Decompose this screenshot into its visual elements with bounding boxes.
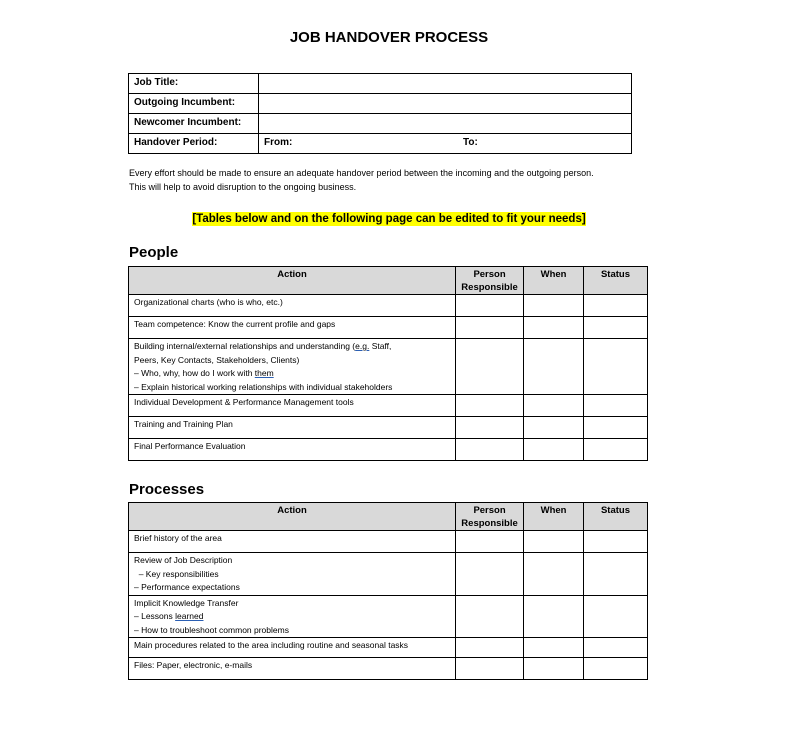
page-title: JOB HANDOVER PROCESS [289,29,489,46]
action-text: – Lessons learned [134,611,204,621]
action-text: Peers, Key Contacts, Stakeholders, Clients) [134,354,300,365]
action-text: Main procedures related to the area including routine and seasonal tasks [134,640,409,650]
table-row [129,658,648,680]
person-responsible-cell[interactable] [456,531,524,553]
intro-line: Every effort should be made to ensure an adequate handover period between the incoming and the outgoing person. [129,168,594,178]
action-cell[interactable] [129,531,456,553]
action-cell[interactable] [129,638,456,658]
when-header: When [524,503,584,531]
people-table [128,266,648,461]
when-cell[interactable] [524,658,584,680]
outgoing-incumbent-label: Outgoing Incumbent: [129,94,259,114]
action-text: Organizational charts (who is who, etc.) [134,297,283,307]
table-row [129,638,648,658]
action-cell[interactable] [129,658,456,680]
when-cell[interactable] [524,317,584,339]
status-cell[interactable] [584,295,648,317]
person-responsible-cell[interactable] [456,595,524,638]
when-cell[interactable] [524,295,584,317]
person-responsible-cell[interactable] [456,395,524,417]
status-cell[interactable] [584,638,648,658]
when-cell[interactable] [524,531,584,553]
action-text: Training and Training Plan [134,419,233,429]
status-header: Status [584,267,648,295]
status-cell[interactable] [584,339,648,395]
table-row [129,439,648,461]
person-responsible-cell[interactable] [456,317,524,339]
action-text: Building internal/external relationships and understanding (e.g. Staff, [134,341,392,351]
when-cell[interactable] [524,439,584,461]
person-responsible-cell[interactable] [456,658,524,680]
status-header: Status [584,503,648,531]
when-cell[interactable] [524,553,584,596]
when-header: When [524,267,584,295]
action-text: – How to troubleshoot common problems [134,624,289,635]
newcomer-incumbent-field[interactable] [259,114,632,134]
handover-info-table [128,73,632,154]
action-text: – Key responsibilities [134,568,219,579]
action-cell[interactable] [129,395,456,417]
action-text: Brief history of the area [134,533,222,543]
processes-heading: Processes [129,481,205,498]
table-row [129,339,648,395]
status-cell[interactable] [584,553,648,596]
action-text: Final Performance Evaluation [134,441,246,451]
intro-line: This will help to avoid disruption to the ongoing business. [129,181,357,192]
person-responsible-cell[interactable] [456,295,524,317]
table-row [129,417,648,439]
table-row [129,553,648,596]
action-header: Action [129,503,456,531]
table-row [129,295,648,317]
handover-period-field[interactable] [259,134,632,154]
action-text: Team competence: Know the current profile and gaps [134,319,336,329]
action-text: – Who, why, how do I work with them [134,368,274,378]
when-cell[interactable] [524,595,584,638]
status-cell[interactable] [584,658,648,680]
when-cell[interactable] [524,638,584,658]
status-cell[interactable] [584,439,648,461]
action-cell[interactable] [129,553,456,596]
from-label: From: [264,137,293,148]
table-row [129,317,648,339]
action-cell[interactable] [129,295,456,317]
action-cell[interactable] [129,417,456,439]
action-text: Individual Development & Performance Management tools [134,397,354,407]
action-text: Files: Paper, electronic, e-mails [134,660,253,670]
editable-note-text: [Tables below and on the following page can be edited to fit your needs] [192,213,586,225]
action-text: – Explain historical working relationships with individual stakeholders [134,381,393,392]
status-cell[interactable] [584,395,648,417]
action-text: – Performance expectations [134,582,240,592]
status-cell[interactable] [584,595,648,638]
person-responsible-cell[interactable] [456,417,524,439]
intro-text [129,167,669,194]
person-responsible-cell[interactable] [456,553,524,596]
editable-note [0,209,778,227]
action-cell[interactable] [129,339,456,395]
action-text: Review of Job Description [134,555,233,565]
action-header: Action [129,267,456,295]
job-title-field[interactable] [259,74,632,94]
person-responsible-cell[interactable] [456,339,524,395]
newcomer-incumbent-label: Newcomer Incumbent: [129,114,259,134]
person-responsible-header: Person Responsible [456,503,524,531]
handover-period-label: Handover Period: [129,134,259,154]
when-cell[interactable] [524,395,584,417]
job-title-label: Job Title: [129,74,259,94]
action-text: Implicit Knowledge Transfer [134,597,239,608]
table-row [129,595,648,638]
person-responsible-cell[interactable] [456,439,524,461]
action-cell[interactable] [129,439,456,461]
status-cell[interactable] [584,531,648,553]
person-responsible-header: Person Responsible [456,267,524,295]
table-row [129,531,648,553]
people-heading: People [129,244,179,261]
when-cell[interactable] [524,417,584,439]
to-label: To: [463,137,478,148]
outgoing-incumbent-field[interactable] [259,94,632,114]
table-row [129,395,648,417]
status-cell[interactable] [584,317,648,339]
status-cell[interactable] [584,417,648,439]
person-responsible-cell[interactable] [456,638,524,658]
when-cell[interactable] [524,339,584,395]
action-cell[interactable] [129,595,456,638]
action-cell[interactable] [129,317,456,339]
processes-table [128,502,648,680]
